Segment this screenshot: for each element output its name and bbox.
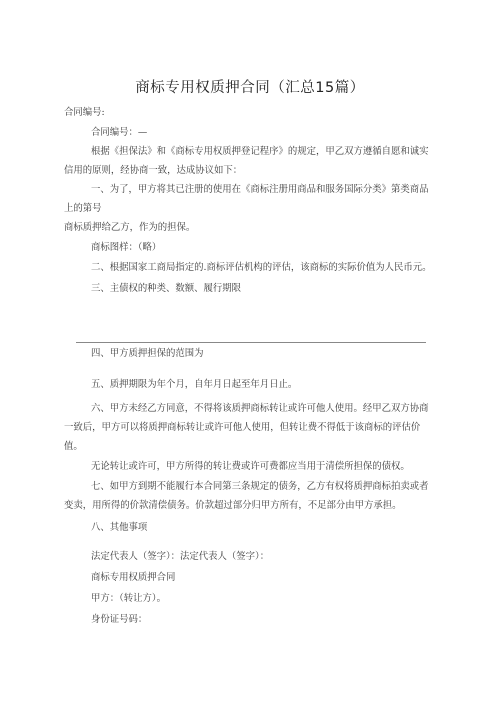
signature-line: 法定代表人（签字）：法定代表人（签字）： <box>91 551 270 562</box>
id-number-line: 身份证号码： <box>91 614 148 625</box>
clause-2-line: 二、根据国家工商局指定的.商标评估机构的评估，该商标的实际价值为人民币元。 <box>91 262 432 273</box>
paragraph-line: 信用的原则，经协商一致，达成协议如下： <box>64 165 243 176</box>
paragraph-line: 根据《担保法》和《商标专用权质押登记程序》的规定，甲乙双方遵循自愿和诚实 <box>91 146 429 157</box>
clause-8-line: 八、其他事项 <box>91 522 148 533</box>
section-heading: 商标专用权质押合同 <box>91 572 176 583</box>
clause-1-line: 一、为了，甲方将其已注册的使用在《商标注册用商品和服务国际分类》第类商品 <box>91 184 429 195</box>
paragraph-line: 无论转让或许可，甲方所得的转让费或许可费都应当用于清偿所担保的债权。 <box>91 461 410 472</box>
horizontal-rule <box>76 342 426 343</box>
party-a-line: 甲方：（转让方）。 <box>91 593 166 604</box>
clause-1-line: 商标质押给乙方，作为的担保。 <box>64 222 196 233</box>
clause-6-line: 值。 <box>64 441 83 452</box>
clause-6-line: 六、甲方未经乙方同意，不得将该质押商标转让或许可他人使用。经甲乙双方协商 <box>91 403 429 414</box>
clause-5-line: 五、质押期限为年个月，自年月日起至年月日止。 <box>91 379 298 390</box>
clause-7-line: 七、如甲方到期不能履行本合同第三条规定的债务，乙方有权将质押商标拍卖或者 <box>91 481 429 492</box>
document-title: 商标专用权质押合同（汇总15篇） <box>135 80 365 96</box>
clause-7-line: 变卖，用所得的价款清偿债务。价款超过部分归甲方所有，不足部分由甲方承担。 <box>64 500 402 511</box>
clause-3-line: 三、主债权的种类、数额、履行期限 <box>91 283 242 294</box>
clause-4-line: 四、甲方质押担保的范围为 <box>91 348 204 359</box>
trademark-image-line: 商标图样：（略） <box>91 242 162 253</box>
contract-number-line: 合同编号：— <box>91 127 148 138</box>
clause-1-line: 上的第号 <box>64 203 102 214</box>
clause-6-line: 一致后，甲方可以将质押商标转让或许可他人使用，但转让费不得低于该商标的评估价 <box>64 422 421 433</box>
contract-number-label: 合同编号: <box>64 107 105 118</box>
